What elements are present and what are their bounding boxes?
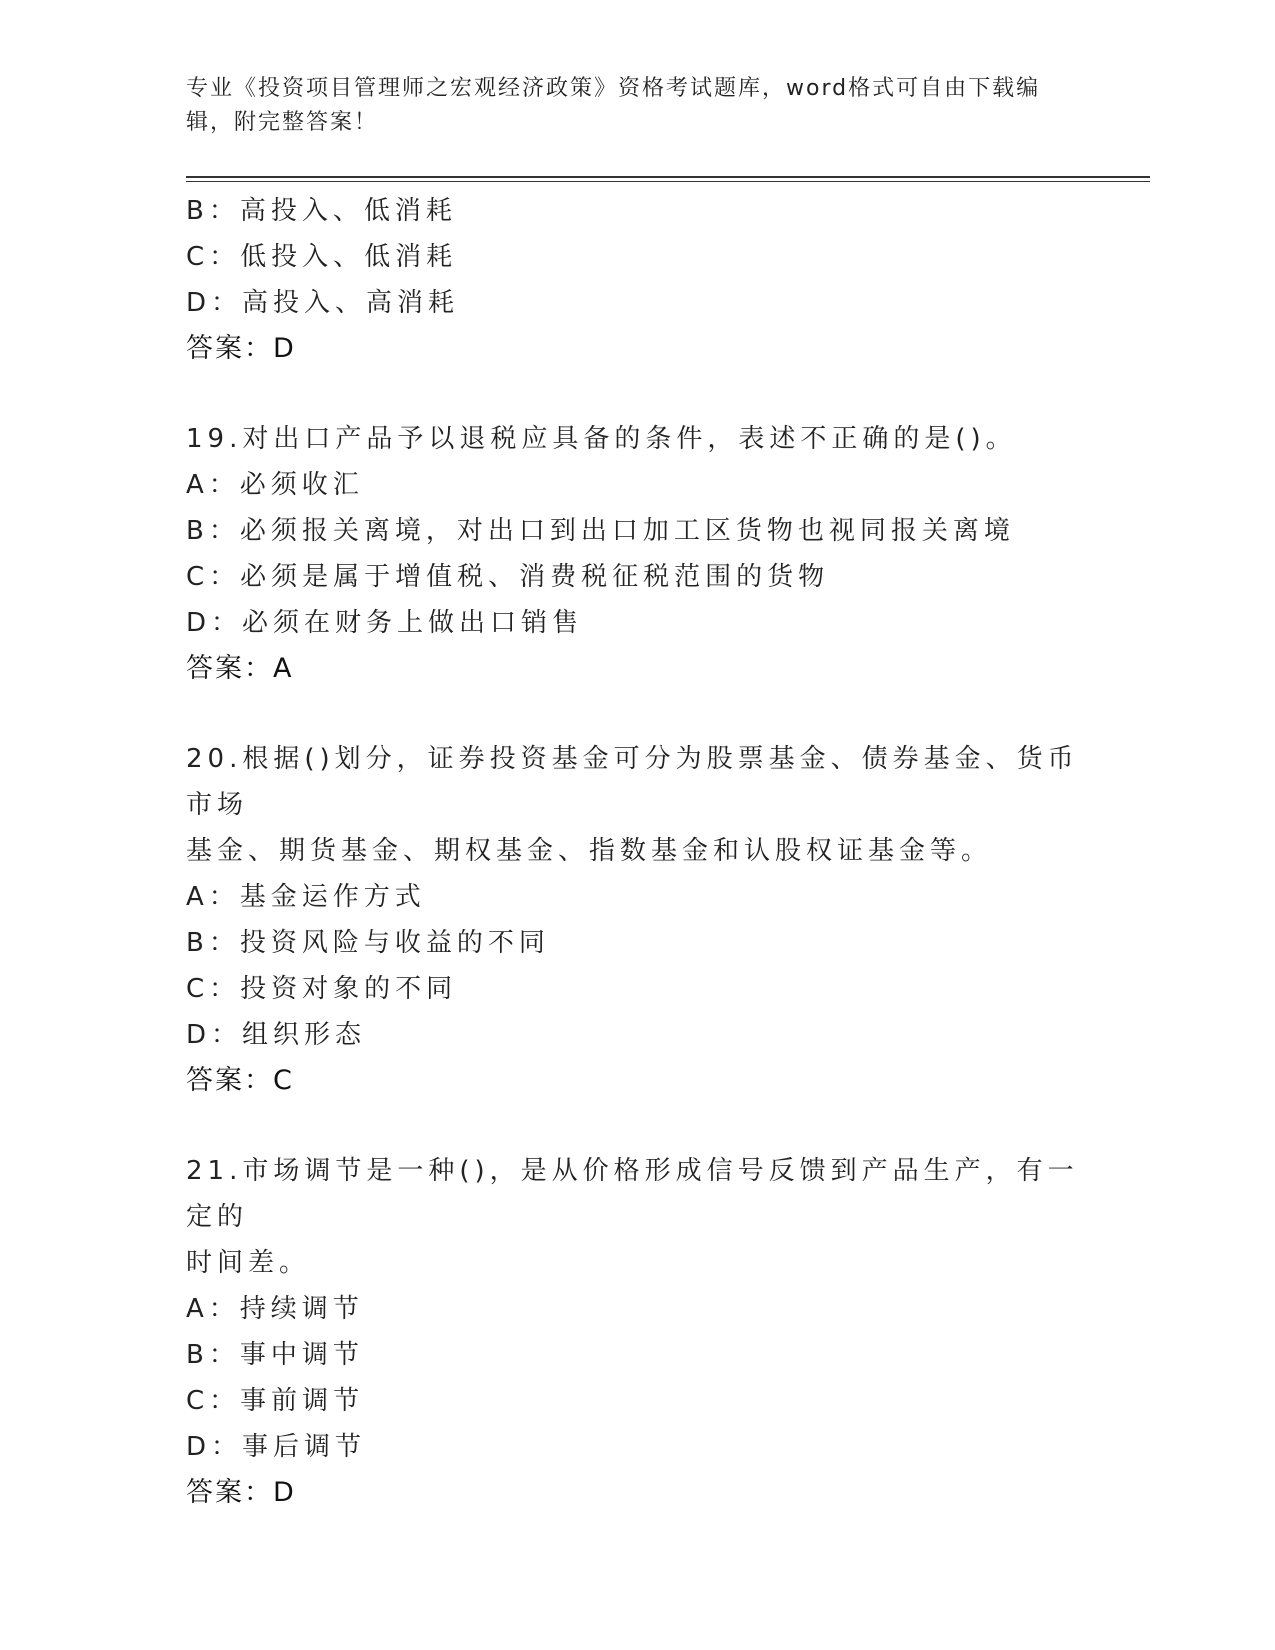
option-a: A：持续调节 [186, 1294, 364, 1324]
option-c: C：投资对象的不同 [186, 974, 458, 1004]
question-19 [186, 416, 1086, 692]
question-21 [186, 1148, 1086, 1516]
question-20 [186, 736, 1086, 1104]
answer-label: 答案：D [186, 1477, 296, 1508]
option-d: D：组织形态 [186, 1020, 367, 1050]
question-18-continued [186, 188, 1086, 372]
answer-label: 答案：D [186, 333, 296, 364]
question-stem-line-1: 21.市场调节是一种()，是从价格形成信号反馈到产品生产，有一定的 [186, 1156, 1079, 1232]
option-b: B：投资风险与收益的不同 [186, 928, 550, 958]
question-stem-line-1: 20.根据()划分，证券投资基金可分为股票基金、债券基金、货币市场 [186, 744, 1079, 820]
question-stem-line-2: 时间差。 [186, 1248, 311, 1278]
question-stem: 19.对出口产品予以退税应具备的条件，表述不正确的是()。 [186, 424, 1017, 454]
header-rule-thin [186, 181, 1150, 182]
option-b: B：高投入、低消耗 [186, 196, 457, 226]
option-b: B：事中调节 [186, 1340, 364, 1370]
option-d: D：事后调节 [186, 1432, 367, 1462]
answer-label: 答案：C [186, 1065, 294, 1096]
option-c: C：必须是属于增值税、消费税征税范围的货物 [186, 562, 830, 592]
option-c: C：低投入、低消耗 [186, 242, 458, 272]
option-c: C：事前调节 [186, 1386, 365, 1416]
option-a: A：必须收汇 [186, 470, 364, 500]
answer-label: 答案：A [186, 653, 294, 684]
option-b: B：必须报关离境，对出口到出口加工区货物也视同报关离境 [186, 516, 1015, 546]
option-d: D：高投入、高消耗 [186, 288, 460, 318]
document-header: 专业《投资项目管理师之宏观经济政策》资格考试题库，word格式可自由下载编辑，附完整答案！ [186, 76, 1041, 135]
option-d: D：必须在财务上做出口销售 [186, 608, 584, 638]
question-stem-line-2: 基金、期货基金、期权基金、指数基金和认股权证基金等。 [186, 836, 993, 866]
question-list [186, 188, 1086, 1560]
option-a: A：基金运作方式 [186, 882, 426, 912]
header-rule-thick [186, 176, 1150, 178]
